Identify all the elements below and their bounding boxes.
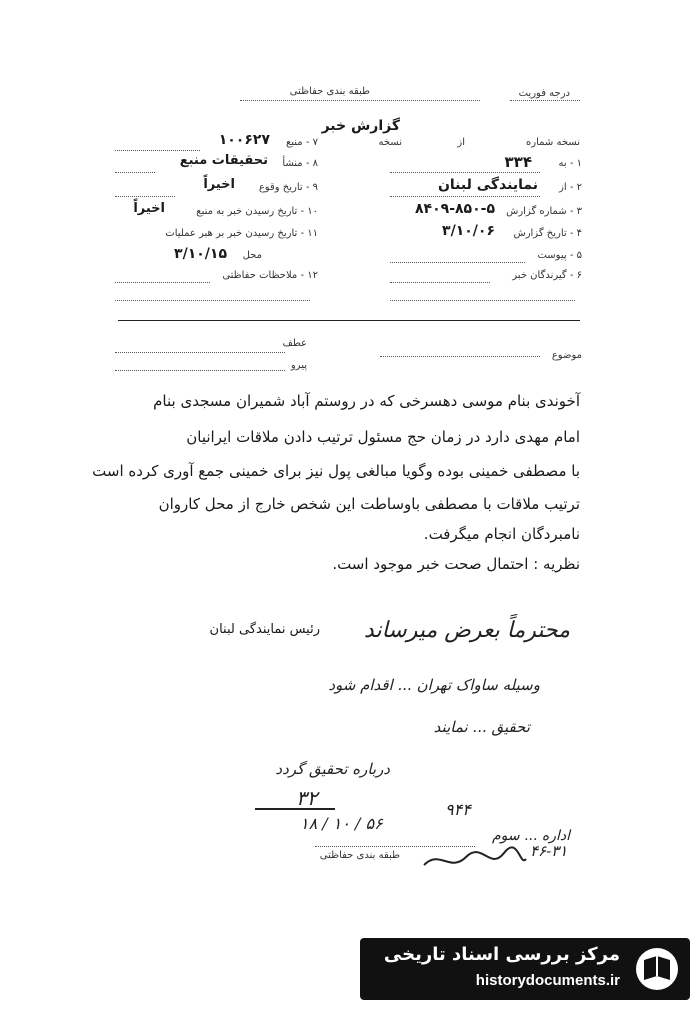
subject-line (380, 356, 540, 357)
field-2-value: نمایندگی لبنان (437, 177, 538, 193)
field-12-label: ۱۲ - ملاحظات حفاظتی (222, 270, 318, 281)
handwritten-note-2: وسیله ساواک تهران ... اقدام شود (328, 676, 540, 694)
handwritten-note-3: تحقیق ... نمایند (433, 718, 530, 736)
field-11-label: ۱۱ - تاریخ رسیدن خبر بر هبر عملیات (165, 228, 318, 239)
watermark-logo (360, 938, 690, 1000)
field-7-label: ۷ - منبع (285, 137, 318, 148)
priority-line (510, 100, 580, 101)
note-underline (255, 808, 335, 810)
priority-label: درجه فوریت (518, 88, 570, 99)
field-11-place: محل (242, 250, 262, 261)
note-line: اداره ... سوم (492, 828, 570, 844)
handwritten-note-4: درباره تحقیق گردد (275, 760, 390, 778)
watermark-title: مرکز بررسی اسناد تاریخی (383, 944, 620, 965)
watermark-url: historydocuments.ir (475, 972, 620, 989)
follow-line (115, 370, 285, 371)
signature-scribble (420, 845, 530, 875)
field-11-value: ۳/۱۰/۱۵ (174, 246, 227, 262)
body-line-4: ترتیب ملاقات با مصطفی باوساطت این شخص خارج از محل کاروان (158, 495, 580, 513)
field-4-value: ۳/۱۰/۰۶ (442, 223, 495, 239)
field-1-line (390, 172, 540, 173)
field-10-label: ۱۰ - تاریخ رسیدن خبر به منبع (196, 206, 318, 217)
field-5-line (390, 262, 525, 263)
field-6-label: ۶ - گیرندگان خبر (512, 270, 582, 281)
field-6-line-2 (390, 300, 575, 301)
field-5-label: ۵ - پیوست (537, 250, 582, 261)
body-line-3: با مصطفی خمینی بوده وگویا مبالغی پول نیز برای خمینی جمع آوری کرده است (92, 462, 580, 480)
note-date-2: ۴۶-۳۱ (530, 842, 568, 860)
body-line-5: نامبردگان انجام میگرفت. (423, 525, 580, 543)
follow-label: پیرو (290, 360, 307, 371)
note-number: ۳۲ (296, 786, 318, 810)
subject-label: موضوع (551, 350, 582, 361)
field-10-value: اخیراً (133, 201, 165, 216)
field-6-line (390, 282, 490, 283)
field-3-label: ۳ - شماره گزارش (506, 206, 582, 217)
classification-top: طبقه بندی حفاظتی (289, 86, 370, 97)
field-8-value: تحقیقات منبع (179, 153, 268, 168)
field-2-line (390, 196, 540, 197)
field-8-line (115, 172, 155, 173)
field-9-line (115, 196, 175, 197)
note-ref: ۹۴۴ (445, 800, 471, 819)
field-9-label: ۹ - تاریخ وقوع (258, 182, 318, 193)
opinion: نظریه : احتمال صحت خبر موجود است. (332, 555, 580, 573)
copy-label: نسخه (378, 137, 402, 148)
archive-book-icon (634, 946, 680, 992)
of-label: از (457, 137, 465, 148)
separator (118, 320, 580, 321)
classification-top-line (240, 100, 480, 101)
report-title: گزارش خبر (321, 118, 400, 134)
body-line-2: امام مهدی دارد در زمان حج مسئول ترتیب دادن ملاقات ایرانیان (186, 428, 580, 446)
field-2-label: ۲ - از (559, 182, 582, 193)
field-12-line (115, 282, 210, 283)
handwritten-note-1: محترماً بعرض میرساند (363, 618, 570, 643)
field-1-label: ۱ - به (558, 158, 582, 169)
ref-label: عطف (282, 338, 307, 349)
note-date: ۱۸ / ۱۰ / ۵۶ (300, 814, 383, 833)
field-7-line (115, 150, 200, 151)
field-1-value: ۳۳۴ (504, 153, 532, 171)
field-7-value: ۱۰۰۶۲۷ (218, 132, 270, 148)
field-12-line-2 (115, 300, 310, 301)
field-8-label: ۸ - منشأ (282, 158, 318, 169)
field-3-value: ۸۴۰۹-۸۵۰-۵ (415, 201, 495, 217)
classification-bottom: طبقه بندی حفاظتی (319, 850, 400, 861)
body-line-1: آخوندی بنام موسی دهسرخی که در روستم آباد شمیران مسجدی بنام (153, 392, 580, 410)
field-9-value: اخیراً (203, 177, 235, 192)
copy-number-label: نسخه شماره (526, 137, 580, 148)
ref-line (115, 352, 285, 353)
bottom-classification-line (315, 846, 475, 847)
chief-title: رئیس نمایندگی لبنان (209, 622, 320, 637)
field-4-label: ۴ - تاریخ گزارش (513, 228, 582, 239)
